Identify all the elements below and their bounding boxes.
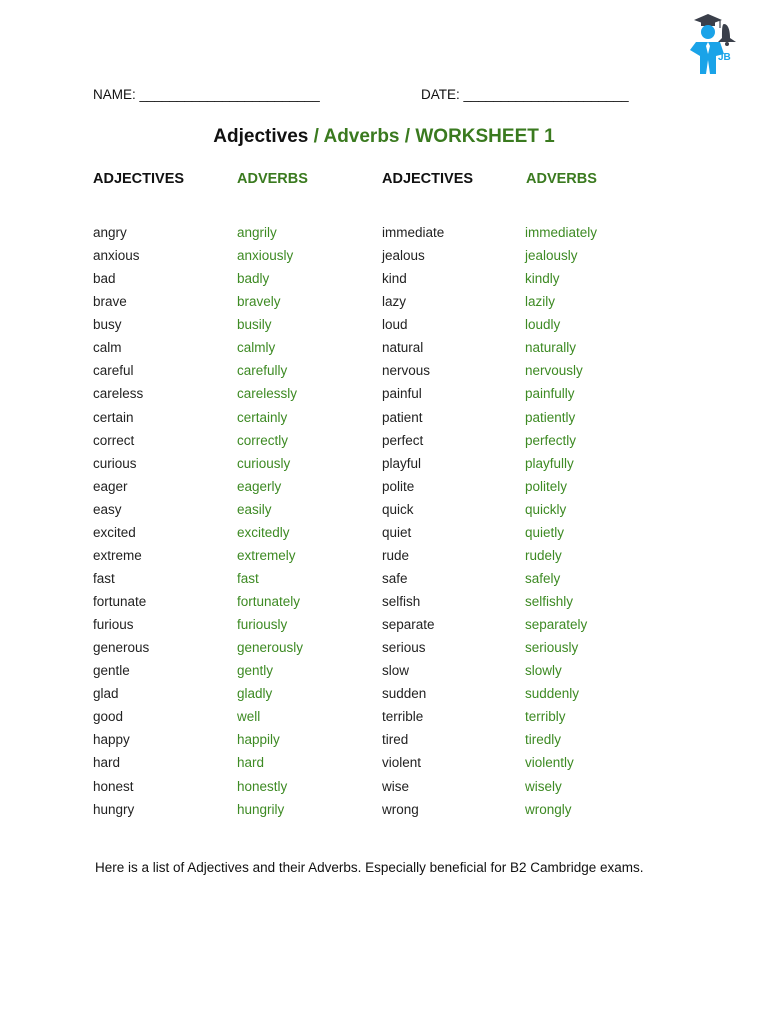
- list-item: perfect: [382, 432, 424, 448]
- list-item: excitedly: [237, 524, 290, 540]
- list-item: well: [237, 709, 261, 725]
- list-item: rudely: [525, 547, 562, 563]
- list-item: certainly: [237, 409, 288, 425]
- title-adverbs: / Adverbs: [308, 126, 400, 147]
- list-item: fortunate: [93, 594, 147, 609]
- list-item: bad: [93, 271, 116, 287]
- jb-logo: [680, 10, 740, 76]
- list-item: separate: [382, 617, 435, 633]
- list-item: wisely: [525, 778, 562, 794]
- list-item: patient: [382, 409, 423, 425]
- right-adjectives-list: [382, 224, 444, 824]
- list-item: terribly: [525, 709, 566, 725]
- list-item: immediately: [525, 225, 598, 240]
- list-item: serious: [382, 640, 426, 656]
- list-item: careful: [93, 363, 134, 379]
- list-item: wise: [382, 778, 410, 794]
- list-item: extreme: [93, 547, 142, 563]
- list-item: seriously: [525, 640, 579, 656]
- list-item: selfish: [382, 594, 421, 609]
- list-item: loud: [382, 317, 408, 333]
- list-item: kind: [382, 271, 407, 287]
- page-title: [0, 126, 768, 148]
- right-adverbs-list: [525, 224, 597, 824]
- list-item: bravely: [237, 294, 281, 310]
- right-adverbs-header: ADVERBS: [526, 171, 597, 187]
- list-item: carelessly: [237, 386, 298, 402]
- list-item: painful: [382, 386, 422, 402]
- list-item: naturally: [525, 340, 577, 356]
- list-item: easily: [237, 501, 272, 517]
- list-item: loudly: [525, 317, 561, 333]
- left-adjectives-header: ADJECTIVES: [93, 171, 185, 187]
- list-item: calmly: [237, 340, 276, 356]
- list-item: correctly: [237, 432, 289, 448]
- list-item: violently: [525, 755, 574, 771]
- list-item: rude: [382, 547, 410, 563]
- list-item: politely: [525, 478, 568, 494]
- list-item: calm: [93, 340, 122, 356]
- title-worksheet: / WORKSHEET 1: [399, 126, 555, 147]
- list-item: quiet: [382, 524, 412, 540]
- list-item: excited: [93, 524, 136, 540]
- list-item: furiously: [237, 617, 288, 633]
- list-item: busy: [93, 317, 122, 333]
- list-item: fast: [93, 570, 115, 586]
- list-item: separately: [525, 617, 588, 633]
- list-item: natural: [382, 340, 424, 356]
- title-adjectives: Adjectives: [213, 126, 309, 147]
- list-item: gentle: [93, 663, 130, 679]
- list-item: angrily: [237, 225, 277, 240]
- list-item: brave: [93, 294, 127, 310]
- list-item: tiredly: [525, 732, 562, 748]
- list-item: happily: [237, 732, 280, 748]
- list-item: violent: [382, 755, 422, 771]
- list-item: nervously: [525, 363, 583, 379]
- list-item: gladly: [237, 686, 273, 702]
- list-item: playfully: [525, 455, 574, 471]
- list-item: slowly: [525, 663, 562, 679]
- list-item: easy: [93, 501, 122, 517]
- list-item: playful: [382, 455, 422, 471]
- list-item: glad: [93, 686, 119, 702]
- list-item: kindly: [525, 271, 560, 287]
- list-item: badly: [237, 271, 270, 287]
- graduate-figure-icon: [680, 10, 740, 76]
- list-item: selfishly: [525, 594, 574, 609]
- list-item: slow: [382, 663, 410, 679]
- list-item: wrongly: [525, 801, 572, 817]
- list-item: tired: [382, 732, 409, 748]
- list-item: jealously: [525, 248, 578, 264]
- list-item: honestly: [237, 778, 288, 794]
- list-item: jealous: [382, 248, 425, 264]
- list-item: quick: [382, 501, 414, 517]
- list-item: anxious: [93, 248, 140, 264]
- list-item: eagerly: [237, 478, 282, 494]
- list-item: nervous: [382, 363, 431, 379]
- list-item: suddenly: [525, 686, 580, 702]
- list-item: wrong: [382, 801, 419, 817]
- list-item: certain: [93, 409, 134, 425]
- list-item: honest: [93, 778, 134, 794]
- list-item: patiently: [525, 409, 576, 425]
- list-item: polite: [382, 478, 415, 494]
- list-item: painfully: [525, 386, 575, 402]
- list-item: eager: [93, 478, 128, 494]
- list-item: hard: [237, 755, 265, 771]
- list-item: happy: [93, 732, 130, 748]
- date-field: DATE: ______________________: [421, 87, 629, 102]
- list-item: curious: [93, 455, 137, 471]
- list-item: good: [93, 709, 124, 725]
- left-adverbs-list: [237, 224, 303, 824]
- list-item: hungrily: [237, 801, 285, 817]
- list-item: fast: [237, 570, 259, 586]
- footer-note: Here is a list of Adjectives and their Adverbs. Especially beneficial for B2 Cambridge exams.: [95, 860, 644, 875]
- list-item: furious: [93, 617, 134, 633]
- list-item: safe: [382, 570, 408, 586]
- list-item: busily: [237, 317, 272, 333]
- list-item: hungry: [93, 801, 135, 817]
- list-item: generously: [237, 640, 304, 656]
- list-item: quietly: [525, 524, 565, 540]
- svg-text:JB: JB: [718, 52, 731, 63]
- list-item: gently: [237, 663, 274, 679]
- left-adverbs-header: ADVERBS: [237, 171, 308, 187]
- list-item: anxiously: [237, 248, 294, 264]
- list-item: quickly: [525, 501, 567, 517]
- list-item: terrible: [382, 709, 424, 725]
- list-item: careless: [93, 386, 144, 402]
- list-item: safely: [525, 570, 561, 586]
- list-item: correct: [93, 432, 135, 448]
- list-item: extremely: [237, 547, 296, 563]
- list-item: angry: [93, 225, 127, 240]
- list-item: lazy: [382, 294, 407, 310]
- list-item: lazily: [525, 294, 556, 310]
- list-item: carefully: [237, 363, 288, 379]
- list-item: perfectly: [525, 432, 577, 448]
- list-item: fortunately: [237, 594, 301, 609]
- list-item: curiously: [237, 455, 291, 471]
- right-adjectives-header: ADJECTIVES: [382, 171, 474, 187]
- list-item: sudden: [382, 686, 427, 702]
- name-field: NAME: ________________________: [93, 87, 320, 102]
- list-item: hard: [93, 755, 121, 771]
- left-adjectives-list: [93, 224, 149, 824]
- list-item: generous: [93, 640, 150, 656]
- list-item: immediate: [382, 225, 445, 240]
